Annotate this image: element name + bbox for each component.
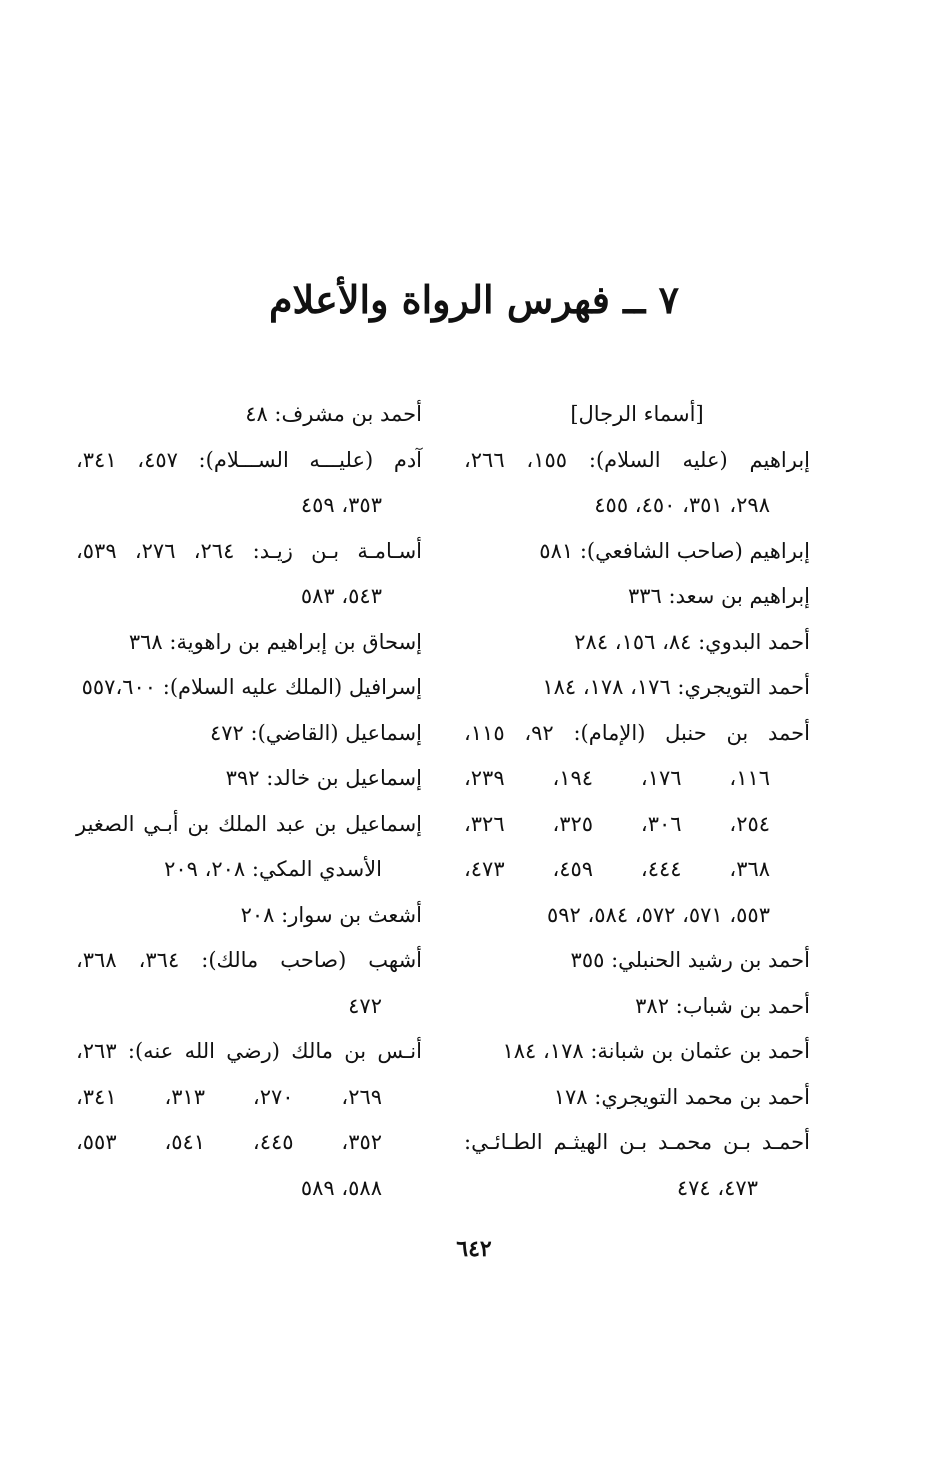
index-entry-continuation: ٣٥٢، ٤٤٥، ٥٤١، ٥٥٣، bbox=[76, 1130, 383, 1154]
index-entry: إبراهيم بن سعد: ٣٣٦ bbox=[627, 584, 810, 608]
index-entry: أحمد التويجري: ١٧٦، ١٧٨، ١٨٤ bbox=[542, 675, 810, 699]
index-entry: إسماعيل بن عبد الملك بن أبـي الصغير bbox=[76, 811, 422, 836]
index-entry: أحمد بن مشرف: ٤٨ bbox=[245, 402, 422, 426]
index-entry-continuation: ٣٥٣، ٤٥٩ bbox=[300, 493, 382, 517]
index-entry-continuation: ٥٥٣، ٥٧١، ٥٧٢، ٥٨٤، ٥٩٢ bbox=[546, 902, 770, 927]
index-entry-continuation: ٥٤٣، ٥٨٣ bbox=[300, 584, 382, 608]
index-entry-continuation: ٢٦٩، ٢٧٠، ٣١٣، ٣٤١، bbox=[76, 1084, 383, 1109]
index-entry: أحمد بن محمد التويجري: ١٧٨ bbox=[553, 1084, 810, 1109]
index-entry: أحمد بن شباب: ٣٨٢ bbox=[635, 993, 810, 1018]
index-entry: أحمد بن حنبل (الإمام): ٩٢، ١١٥، bbox=[464, 720, 810, 745]
index-entry-continuation: ٤٧٢ bbox=[348, 993, 382, 1018]
index-entry-continuation: الأسدي المكي: ٢٠٨، ٢٠٩ bbox=[164, 857, 382, 881]
index-entry: أحمد بن رشيد الحنبلي: ٣٥٥ bbox=[570, 948, 810, 972]
index-entry: أسـامـة بـن زيـد: ٢٦٤، ٢٧٦، ٥٣٩، bbox=[76, 538, 422, 563]
index-entry-continuation: ٥٨٨، ٥٨٩ bbox=[300, 1175, 382, 1200]
index-entry: أشهب (صاحب مالك): ٣٦٤، ٣٦٨، bbox=[76, 948, 423, 972]
index-entry: آدم (عليـــه الســـلام): ٤٥٧، ٣٤١، bbox=[76, 447, 423, 472]
page-number: ٦٤٢ bbox=[456, 1236, 492, 1262]
index-entry-continuation: ٤٧٣، ٤٧٤ bbox=[676, 1175, 758, 1200]
index-entry-continuation: ٣٦٨، ٤٤٤، ٤٥٩، ٤٧٣، bbox=[464, 857, 771, 881]
index-entry-continuation: ٢٥٤، ٣٠٦، ٣٢٥، ٣٢٦، bbox=[464, 811, 771, 836]
page-title: ٧ ــ فهرس الرواة والأعلام bbox=[268, 277, 679, 322]
index-entry: إسحاق بن إبراهيم بن راهوية: ٣٦٨ bbox=[128, 629, 422, 654]
index-entry: إسماعيل (القاضي): ٤٧٢ bbox=[210, 720, 422, 745]
index-entry: إبراهيم (صاحب الشافعي): ٥٨١ bbox=[539, 538, 810, 563]
index-entry-continuation: ١١٦، ١٧٦، ١٩٤، ٢٣٩، bbox=[464, 766, 771, 790]
section-heading: [أسماء الرجال] bbox=[570, 402, 704, 426]
index-entry: أحمد البدوي: ٨٤، ١٥٦، ٢٨٤ bbox=[574, 629, 810, 654]
index-entry: أحمد بن عثمان بن شبانة: ١٧٨، ١٨٤ bbox=[502, 1039, 810, 1063]
index-column-right bbox=[464, 392, 810, 1211]
index-entry: إبراهيم (عليه السلام): ١٥٥، ٢٦٦، bbox=[464, 447, 811, 472]
index-column-left bbox=[76, 392, 422, 1211]
index-entry: أحمـد بـن محمـد بـن الهيثـم الطـائـي: bbox=[464, 1130, 810, 1154]
index-entry: أشعث بن سوار: ٢٠٨ bbox=[240, 902, 422, 927]
index-entry: أنـس بن مالك (رضي الله عنه): ٢٦٣، bbox=[76, 1039, 422, 1063]
index-entry: إسرافيل (الملك عليه السلام): ٥٥٧،٦٠٠ bbox=[81, 675, 422, 699]
index-entry-continuation: ٢٩٨، ٣٥١، ٤٥٠، ٤٥٥ bbox=[594, 493, 770, 517]
index-entry: إسماعيل بن خالد: ٣٩٢ bbox=[225, 766, 422, 790]
